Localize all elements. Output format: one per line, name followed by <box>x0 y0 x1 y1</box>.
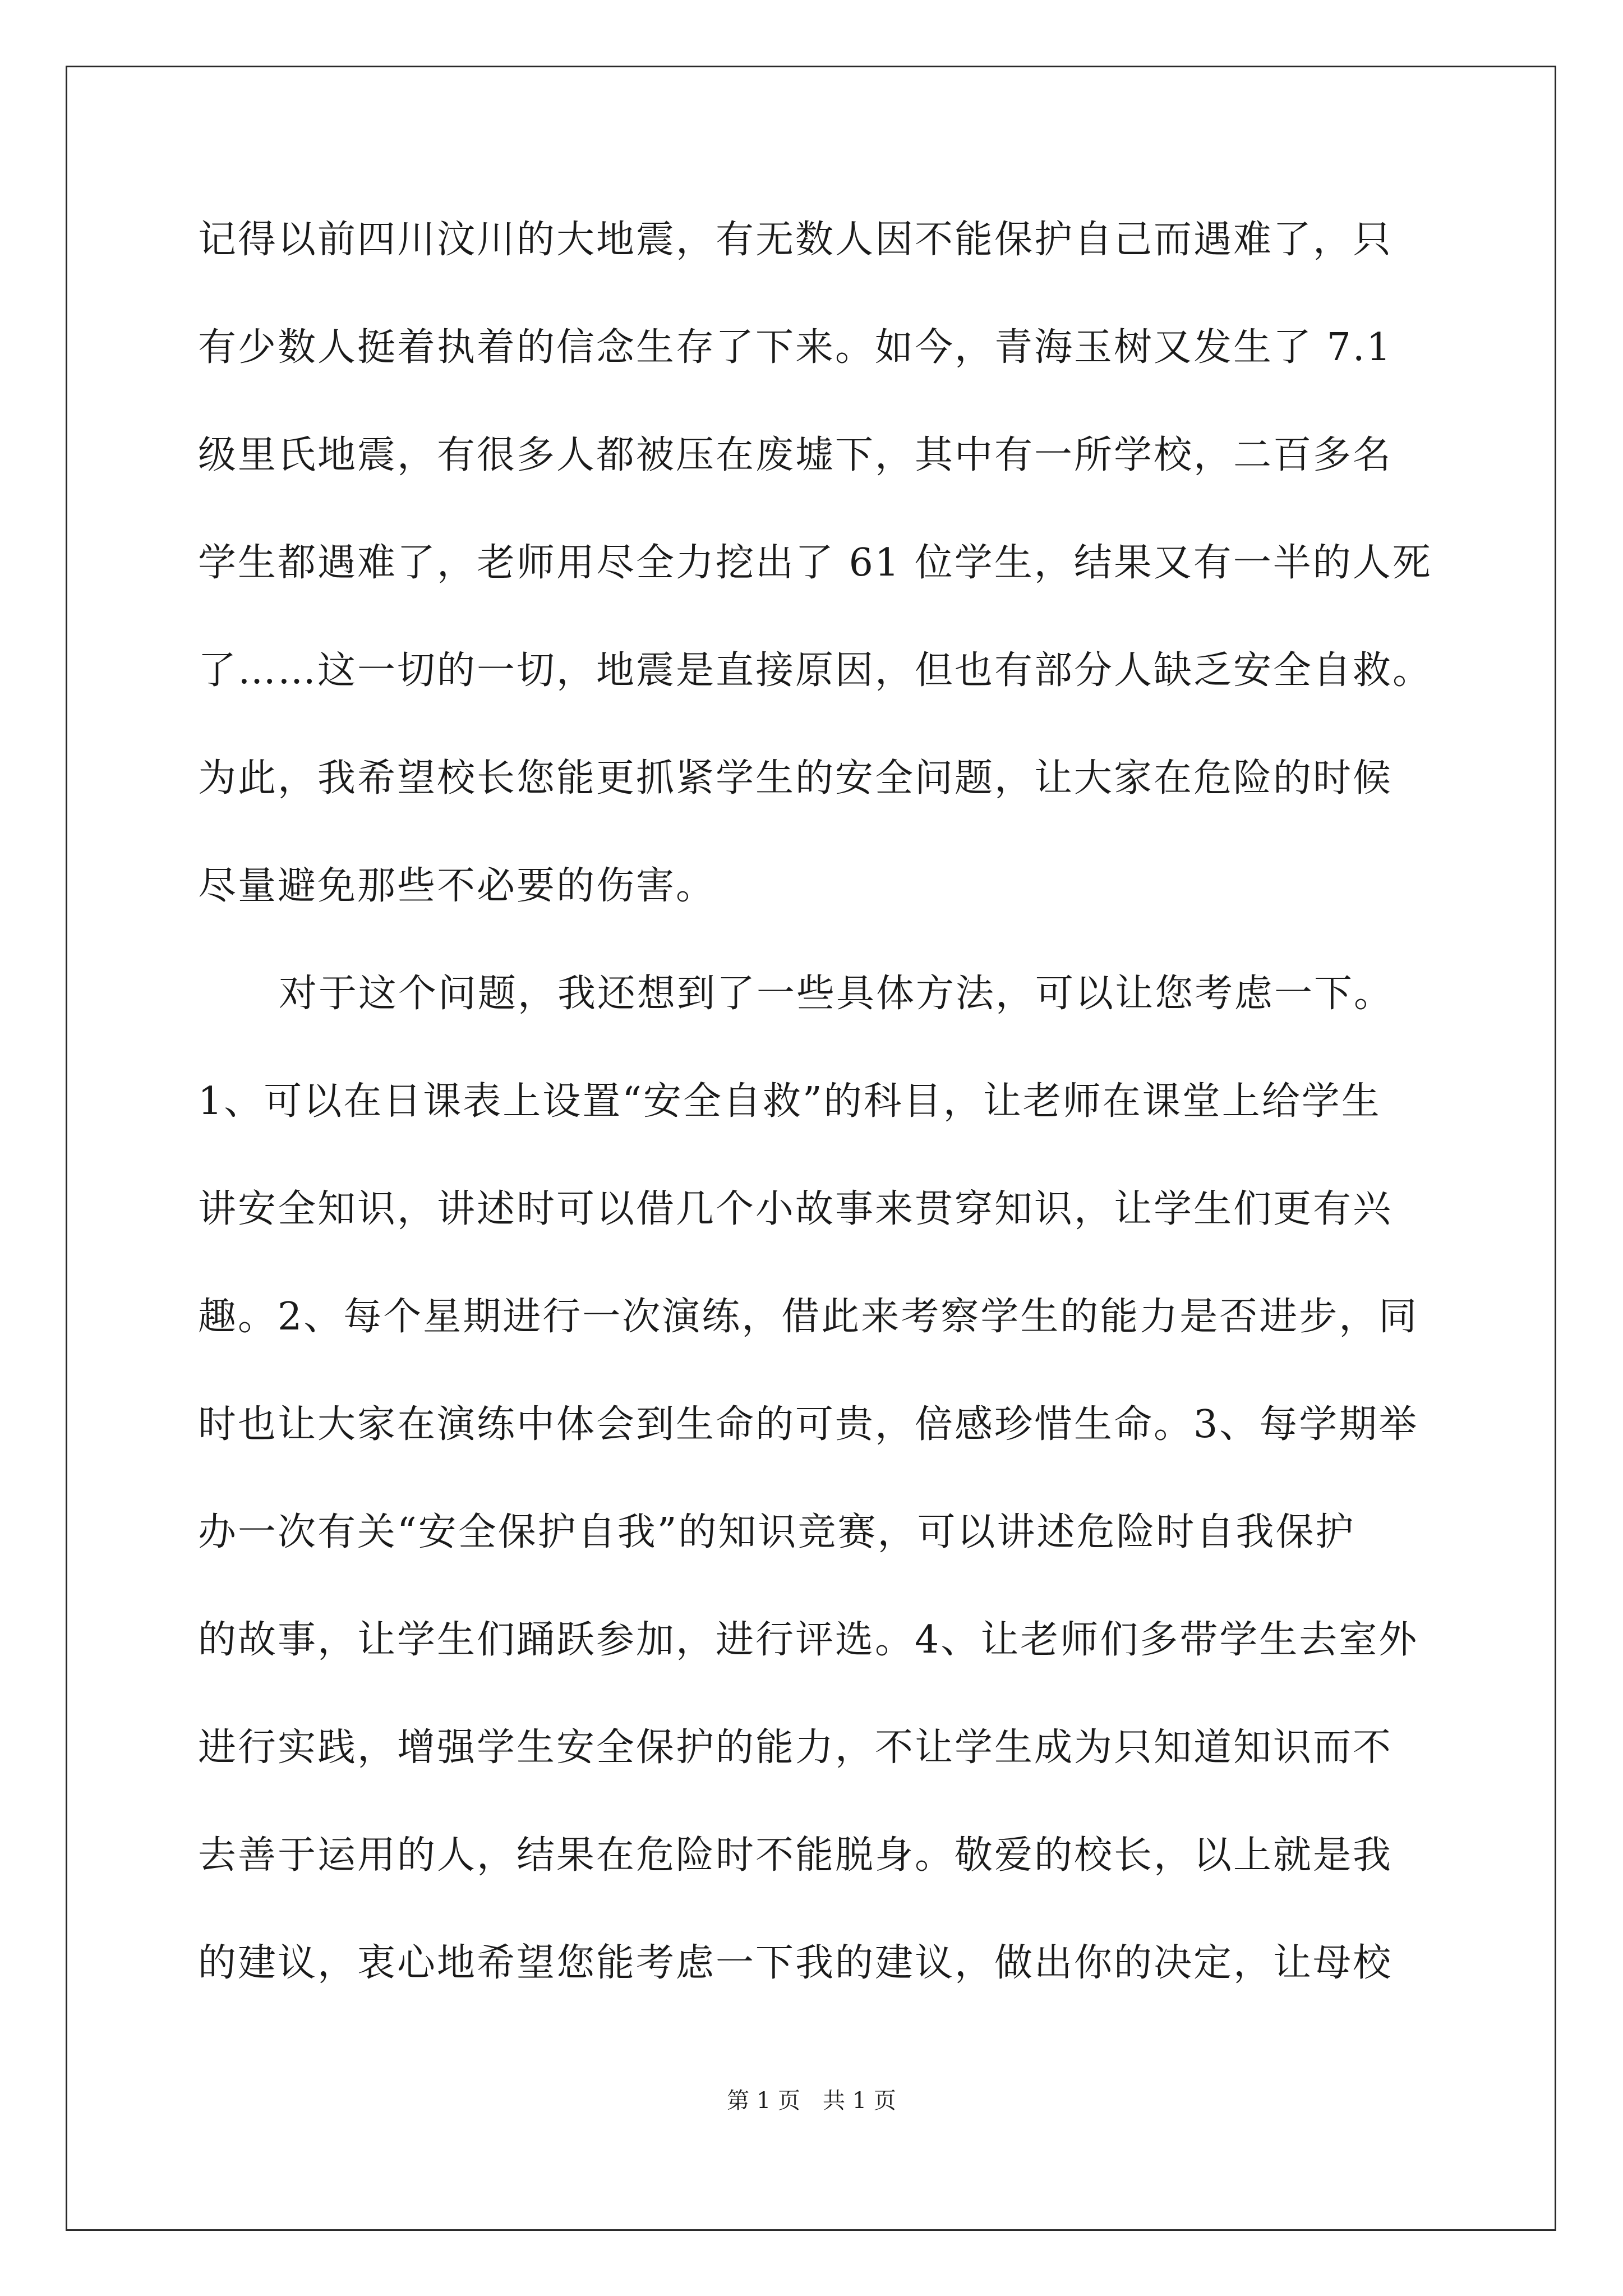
text-line: 讲安全知识，讲述时可以借几个小故事来贯穿知识，让学生们更有兴 <box>198 1187 1393 1231</box>
text-line: 进行实践，增强学生安全保护的能力，不让学生成为只知道知识而不 <box>198 1726 1393 1770</box>
text-line: 了……这一切的一切，地震是直接原因，但也有部分人缺乏安全自救。 <box>198 648 1433 693</box>
text-line: 为此，我希望校长您能更抓紧学生的安全问题，让大家在危险的时候 <box>198 756 1393 800</box>
page-footer <box>0 2084 1623 2118</box>
text-line: 学生都遇难了，老师用尽全力挖出了 61 位学生，结果又有一半的人死 <box>198 541 1432 585</box>
text-line: 有少数人挺着执着的信念生存了下来。如今，青海玉树又发生了 7.1 <box>198 325 1393 370</box>
text-line: 级里氏地震，有很多人都被压在废墟下，其中有一所学校，二百多名 <box>198 433 1393 477</box>
page-total: 共 1 页 <box>823 2088 896 2114</box>
text-line: 办一次有关“安全保护自我”的知识竞赛，可以讲述危险时自我保护 <box>198 1510 1355 1554</box>
text-line: 的故事，让学生们踊跃参加，进行评选。4、让老师们多带学生去室外 <box>198 1618 1419 1662</box>
letter-body <box>198 213 1433 2044</box>
text-line: 尽量避免那些不必要的伤害。 <box>198 864 716 908</box>
paragraph-start-line: 对于这个问题，我还想到了一些具体方法，可以让您考虑一下。 <box>279 972 1394 1016</box>
text-line: 1、可以在日课表上设置“安全自救”的科目，让老师在课堂上给学生 <box>198 1079 1381 1124</box>
text-line: 时也让大家在演练中体会到生命的可贵，倍感珍惜生命。3、每学期举 <box>198 1402 1419 1447</box>
text-line: 去善于运用的人，结果在危险时不能脱身。敬爱的校长，以上就是我 <box>198 1833 1393 1878</box>
page-number: 第 1 页 <box>727 2088 800 2114</box>
text-line: 的建议，衷心地希望您能考虑一下我的建议，做出你的决定，让母校 <box>198 1941 1393 1985</box>
text-line: 趣。2、每个星期进行一次演练，借此来考察学生的能力是否进步，同 <box>198 1295 1419 1339</box>
text-line: 记得以前四川汶川的大地震，有无数人因不能保护自己而遇难了，只 <box>198 218 1393 262</box>
